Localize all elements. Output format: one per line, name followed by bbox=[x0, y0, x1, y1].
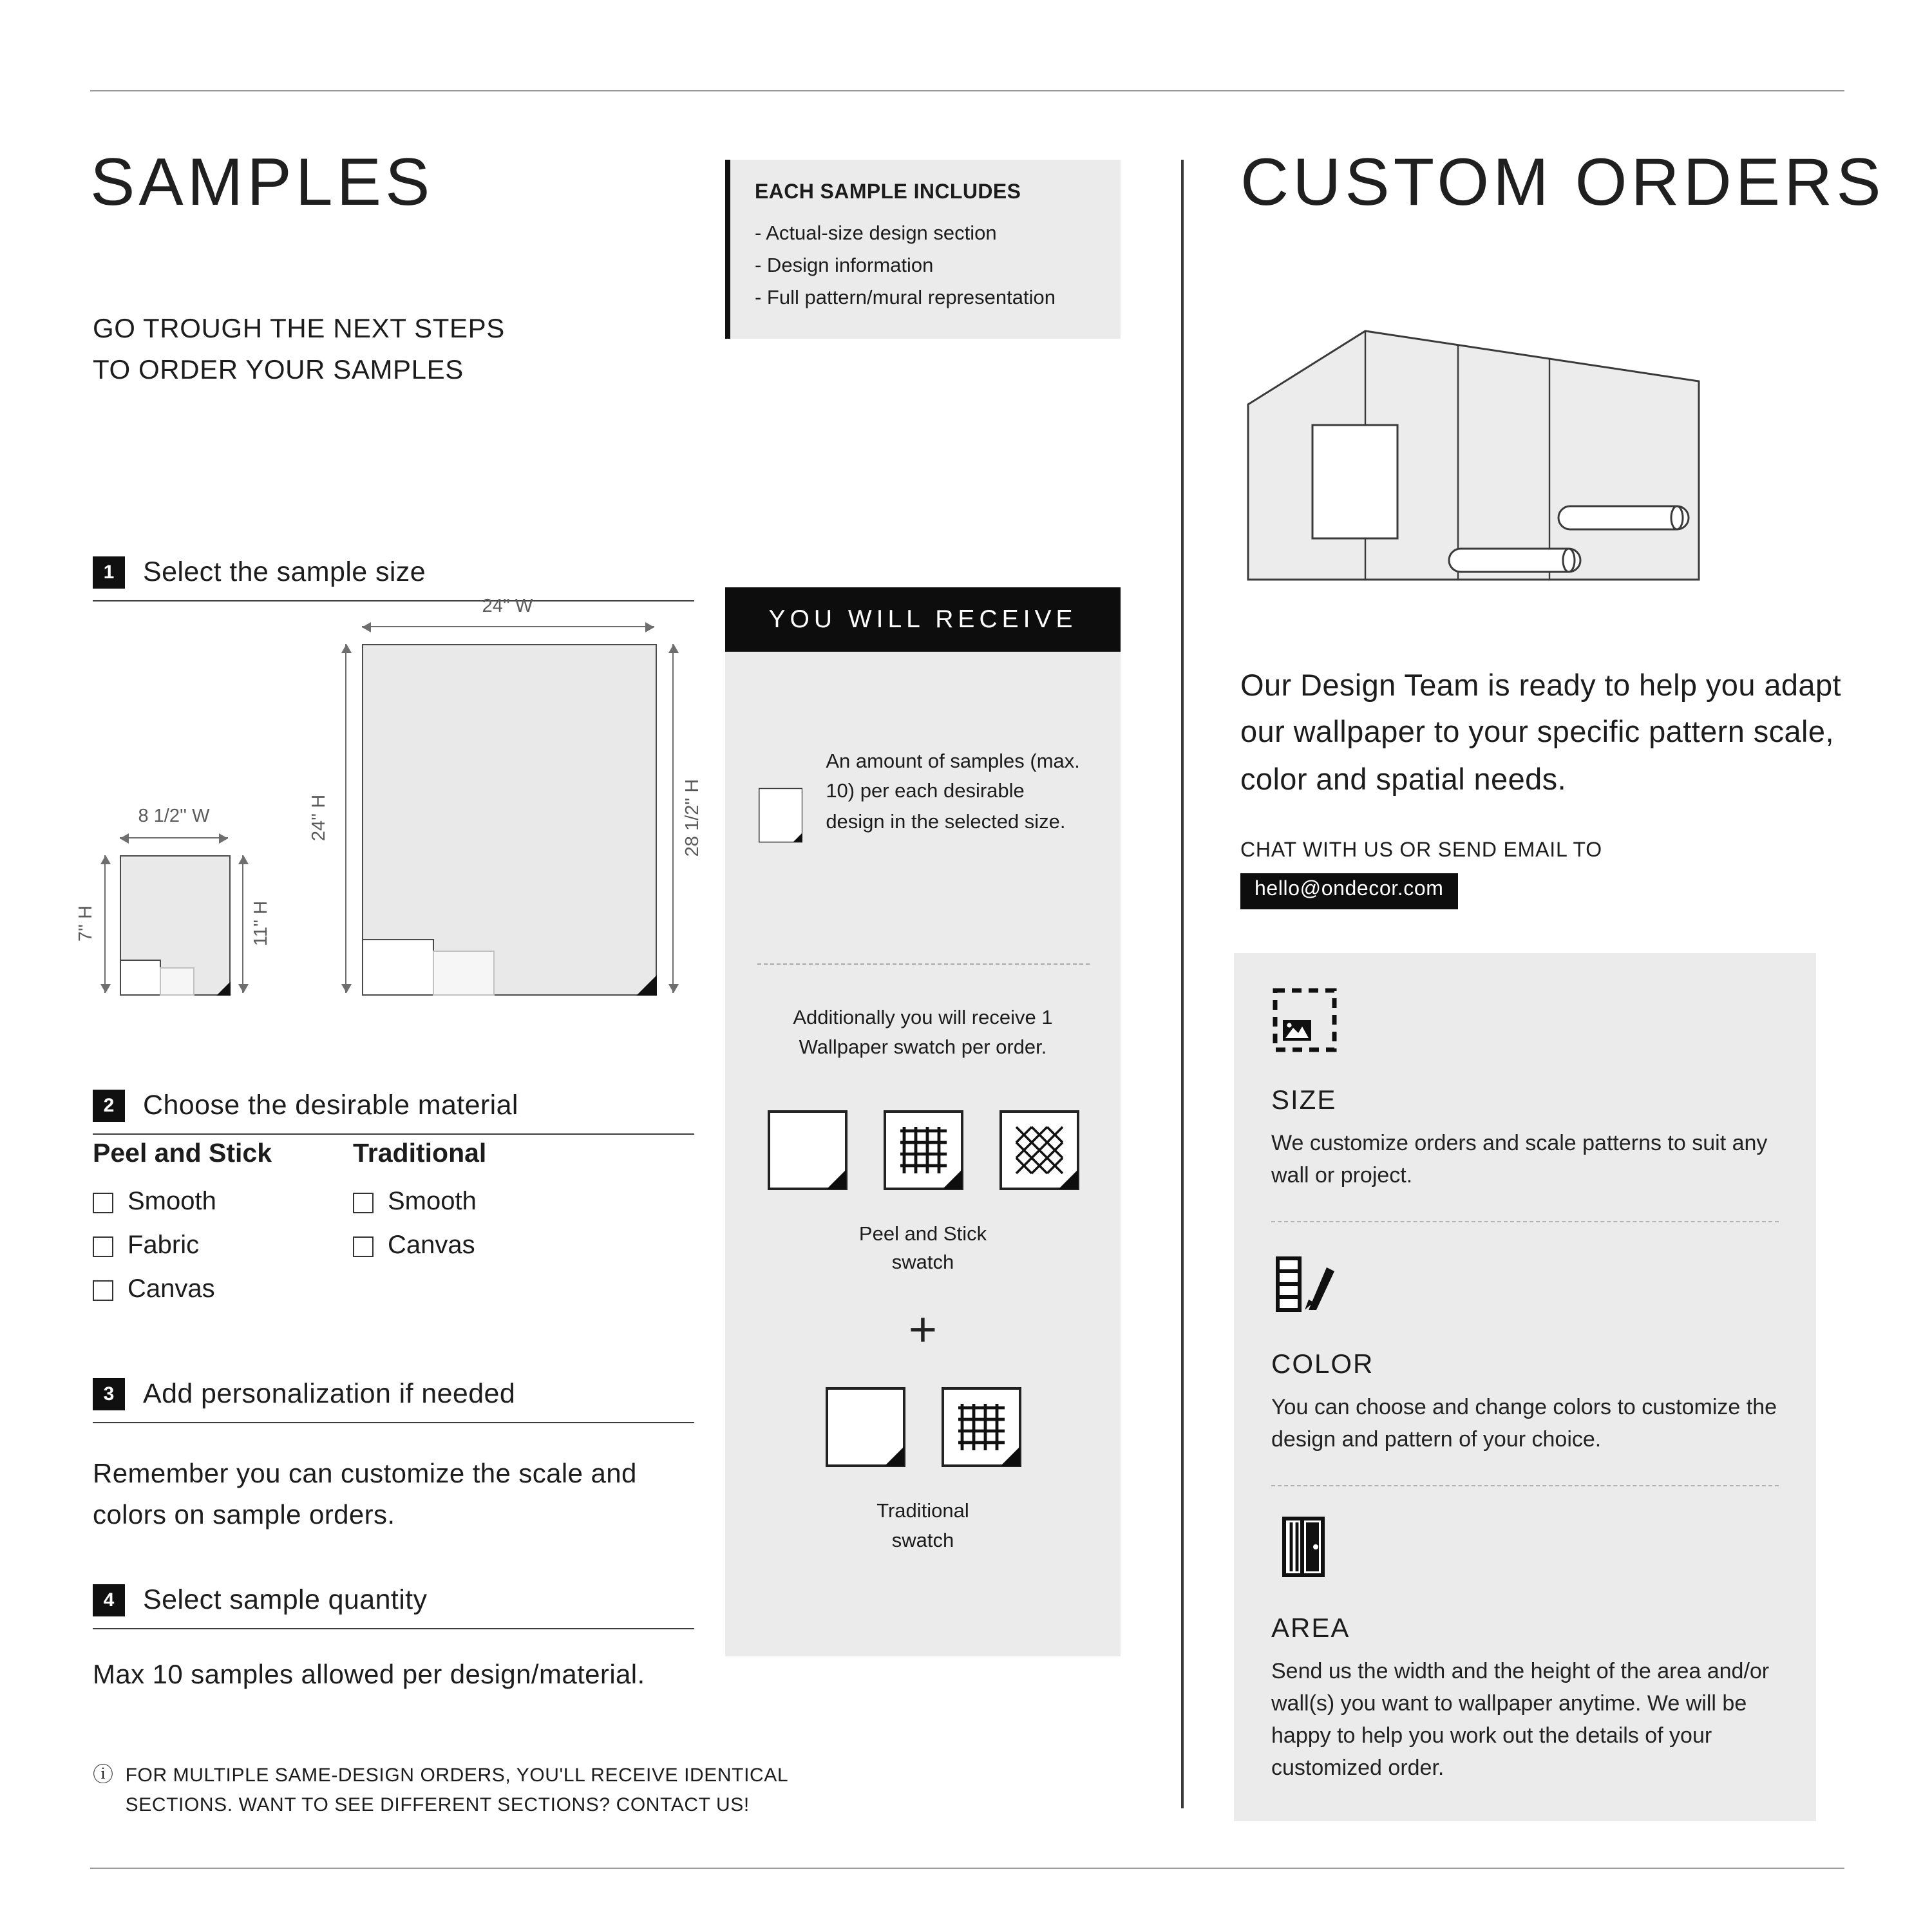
feature-color-text: You can choose and change colors to customize the design and pattern of your choice. bbox=[1271, 1394, 1777, 1452]
folded-corner-icon bbox=[216, 981, 231, 996]
checkbox-traditional-smooth[interactable] bbox=[353, 1188, 562, 1217]
folded-corner-icon bbox=[636, 975, 657, 996]
sample-size-diagram bbox=[76, 595, 703, 1010]
design-section-overlay bbox=[120, 960, 161, 996]
checkbox-icon[interactable] bbox=[93, 1192, 113, 1213]
small-height-right-label: 11'' H bbox=[251, 900, 272, 947]
design-section-overlay bbox=[362, 939, 434, 996]
large-sample-sheet bbox=[362, 644, 657, 996]
area-icon bbox=[1271, 1515, 1338, 1582]
includes-title: EACH SAMPLE INCLUDES bbox=[755, 182, 1021, 204]
step3-description: Remember you can customize the scale and colors on sample orders. bbox=[93, 1459, 637, 1530]
design-section-overlay2 bbox=[433, 951, 495, 996]
materials-options bbox=[93, 1139, 562, 1319]
crosshatch-swatch-icon bbox=[999, 1110, 1079, 1189]
size-icon bbox=[1271, 987, 1338, 1054]
small-height-left-label: 7'' H bbox=[76, 905, 97, 942]
receive-panel-header: YOU WILL RECEIVE bbox=[725, 587, 1121, 652]
includes-item: - Full pattern/mural representation bbox=[755, 287, 1056, 310]
top-rule bbox=[90, 90, 1844, 91]
step4-title: Select sample quantity bbox=[143, 1584, 428, 1615]
step2-number-badge: 2 bbox=[93, 1090, 125, 1122]
blank-swatch-icon bbox=[767, 1110, 847, 1189]
peel-swatch-label bbox=[725, 1220, 1121, 1278]
small-width-label: 8 1/2'' W bbox=[138, 806, 210, 827]
checkbox-peel-smooth[interactable] bbox=[93, 1188, 301, 1217]
feature-size-text: We customize orders and scale patterns to suit any wall or project. bbox=[1271, 1131, 1768, 1188]
column-divider bbox=[1181, 160, 1183, 1808]
feature-size-name: SIZE bbox=[1271, 1086, 1337, 1115]
peel-swatch-row bbox=[725, 1110, 1121, 1189]
large-height-left-line bbox=[345, 644, 346, 993]
samples-amount-text: An amount of samples (max. 10) per each desirable design in the selected size. bbox=[826, 751, 1080, 833]
email-badge[interactable]: hello@ondecor.com bbox=[1240, 873, 1458, 909]
color-icon bbox=[1271, 1251, 1338, 1318]
feature-area-text: Send us the width and the height of the area and/or wall(s) you want to wallpaper anytime. We will be happy to help you work out the details of your customized order. bbox=[1271, 1658, 1770, 1780]
large-width-label: 24'' W bbox=[482, 596, 533, 617]
small-height-right-line bbox=[242, 855, 243, 993]
dashed-divider bbox=[1271, 1221, 1779, 1222]
chat-with-us-label: CHAT WITH US OR SEND EMAIL TO bbox=[1240, 840, 1602, 862]
dashed-divider bbox=[757, 963, 1089, 965]
option-label: Canvas bbox=[388, 1231, 475, 1260]
step2-title: Choose the desirable material bbox=[143, 1090, 518, 1121]
option-label: Smooth bbox=[388, 1188, 477, 1216]
custom-orders-intro: Our Design Team is ready to help you adapt our wallpaper to your specific pattern scale, color and spatial needs. bbox=[1240, 668, 1841, 796]
samples-intro bbox=[93, 309, 505, 390]
step2-header bbox=[93, 1090, 694, 1135]
large-width-dimension-line bbox=[362, 626, 654, 627]
step3-title: Add personalization if needed bbox=[143, 1378, 516, 1409]
checkbox-icon[interactable] bbox=[93, 1280, 113, 1300]
additional-swatch-text: Additionally you will receive 1 Wallpaper swatch per order. bbox=[793, 1007, 1053, 1059]
large-height-left-label: 24'' H bbox=[309, 794, 330, 842]
footnote-text: FOR MULTIPLE SAME-DESIGN ORDERS, YOU'LL RECEIVE IDENTICAL SECTIONS. WANT TO SEE DIFFERENT SECTIONS? CONTACT US! bbox=[125, 1765, 788, 1815]
option-label: Canvas bbox=[128, 1275, 215, 1303]
peel-and-stick-column bbox=[93, 1139, 301, 1319]
includes-item: - Actual-size design section bbox=[755, 223, 997, 245]
samples-title: SAMPLES bbox=[90, 146, 434, 220]
checkbox-icon[interactable] bbox=[93, 1236, 113, 1256]
checkbox-peel-canvas[interactable] bbox=[93, 1275, 301, 1305]
large-height-right-label: 28 1/2'' H bbox=[683, 779, 703, 857]
bottom-rule bbox=[90, 1868, 1844, 1869]
step1-title: Select the sample size bbox=[143, 556, 426, 587]
custom-orders-title: CUSTOM ORDERS bbox=[1240, 146, 1885, 220]
samples-intro-line2: TO ORDER YOUR SAMPLES bbox=[93, 355, 464, 384]
blank-swatch-icon bbox=[825, 1388, 905, 1468]
sample-sheet-icon bbox=[759, 742, 802, 889]
design-section-overlay2 bbox=[160, 967, 194, 996]
traditional-swatch-label-line2: swatch bbox=[891, 1530, 954, 1552]
traditional-column bbox=[353, 1139, 562, 1319]
checkbox-peel-fabric[interactable] bbox=[93, 1231, 301, 1261]
traditional-swatch-label-line1: Traditional bbox=[876, 1501, 969, 1523]
samples-intro-line1: GO TROUGH THE NEXT STEPS bbox=[93, 314, 505, 344]
small-height-left-line bbox=[104, 855, 106, 993]
large-height-right-line bbox=[672, 644, 674, 993]
small-width-dimension-line bbox=[120, 837, 228, 838]
small-sample-sheet bbox=[120, 855, 231, 996]
traditional-title: Traditional bbox=[353, 1139, 487, 1168]
grid-swatch-icon bbox=[941, 1388, 1021, 1468]
footnote bbox=[93, 1762, 878, 1820]
traditional-swatch-label bbox=[725, 1499, 1121, 1557]
grid-swatch-icon bbox=[883, 1110, 963, 1189]
option-label: Smooth bbox=[128, 1188, 216, 1216]
samples-amount-row bbox=[725, 742, 1121, 889]
feature-area-name: AREA bbox=[1271, 1613, 1350, 1643]
step4-header bbox=[93, 1584, 694, 1629]
dashed-divider bbox=[1271, 1485, 1779, 1486]
option-label: Fabric bbox=[128, 1231, 200, 1260]
checkbox-icon[interactable] bbox=[353, 1236, 374, 1256]
you-will-receive-panel bbox=[725, 587, 1121, 1656]
checkbox-icon[interactable] bbox=[353, 1192, 374, 1213]
custom-orders-panel bbox=[1234, 953, 1816, 1821]
info-icon: ⓘ bbox=[93, 1765, 114, 1786]
checkbox-traditional-canvas[interactable] bbox=[353, 1231, 562, 1261]
peel-swatch-label-line2: swatch bbox=[891, 1251, 954, 1274]
step1-number-badge: 1 bbox=[93, 556, 125, 589]
step3-number-badge: 3 bbox=[93, 1378, 125, 1410]
plus-sign: + bbox=[908, 1303, 938, 1358]
wallpapered-wall-illustration bbox=[1240, 322, 1707, 634]
step4-description: Max 10 samples allowed per design/material. bbox=[93, 1660, 645, 1690]
traditional-swatch-row bbox=[725, 1388, 1121, 1468]
peel-swatch-label-line1: Peel and Stick bbox=[858, 1223, 987, 1245]
step3-header bbox=[93, 1378, 694, 1423]
peel-and-stick-title: Peel and Stick bbox=[93, 1139, 272, 1168]
includes-item: - Design information bbox=[755, 255, 934, 278]
step4-number-badge: 4 bbox=[93, 1584, 125, 1616]
feature-color-name: COLOR bbox=[1271, 1349, 1374, 1379]
sample-includes-box bbox=[725, 160, 1121, 339]
